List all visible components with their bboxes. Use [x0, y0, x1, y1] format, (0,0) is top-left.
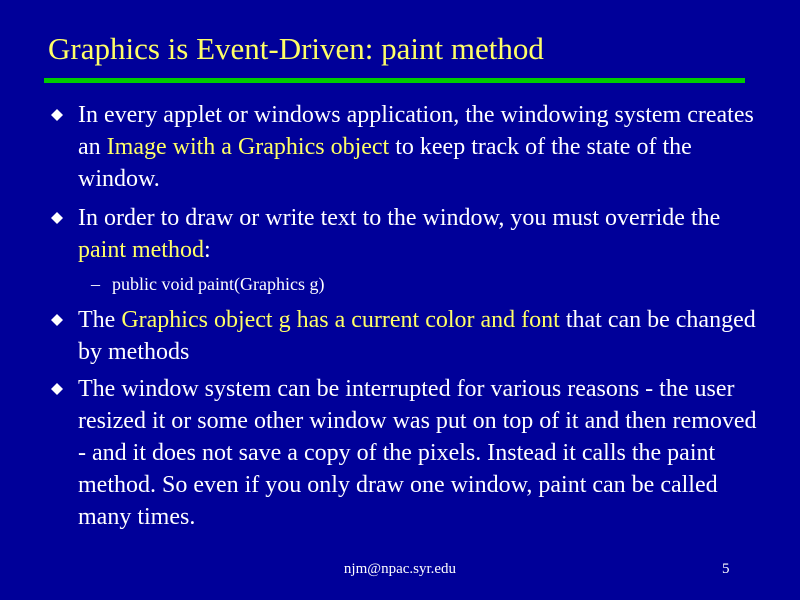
title-underline: [44, 78, 745, 83]
bullet-2-text-pre: In order to draw or write text to the window, you must override the: [78, 205, 721, 231]
bullet-1: [78, 99, 768, 195]
bullet-1-highlight: Image with a Graphics object: [106, 134, 390, 160]
sub-bullet-text: public void paint(Graphics g): [112, 274, 325, 294]
bullet-4-text: The window system can be interrupted for various reasons - the user resized it or some other window was put on top of it and then removed - and it does not save a copy of the pixels. Instead it calls the paint method. So even if you only draw one window, paint can be called many times.: [78, 376, 757, 530]
bullet-1-text-pre: In every applet or windows application, the windowing system creates an: [78, 102, 754, 160]
bullet-3-text-post: that can be changed by methods: [78, 307, 756, 365]
bullet-2-highlight: paint method: [78, 237, 204, 263]
page-number: 5: [722, 561, 730, 577]
diamond-bullet-icon: [51, 212, 63, 224]
slide-title: Graphics is Event-Driven: paint method: [48, 31, 544, 66]
diamond-bullet-icon: [51, 109, 63, 121]
sub-bullet-dash: –: [91, 274, 100, 294]
bullet-3: [78, 304, 768, 368]
bullet-1-text-post: to keep track of the state of the window.: [78, 134, 692, 192]
bullet-2: [78, 202, 768, 266]
bullet-3-highlight: Graphics object g has a current color and font: [121, 307, 560, 333]
diamond-bullet-icon: [51, 314, 63, 326]
footer-email: njm@npac.syr.edu: [343, 561, 457, 577]
bullet-4: [78, 373, 768, 533]
diamond-bullet-icon: [51, 383, 63, 395]
sub-bullet: [91, 272, 325, 296]
bullet-2-text-post: :: [203, 237, 211, 263]
bullet-3-text-pre: The: [78, 307, 122, 333]
